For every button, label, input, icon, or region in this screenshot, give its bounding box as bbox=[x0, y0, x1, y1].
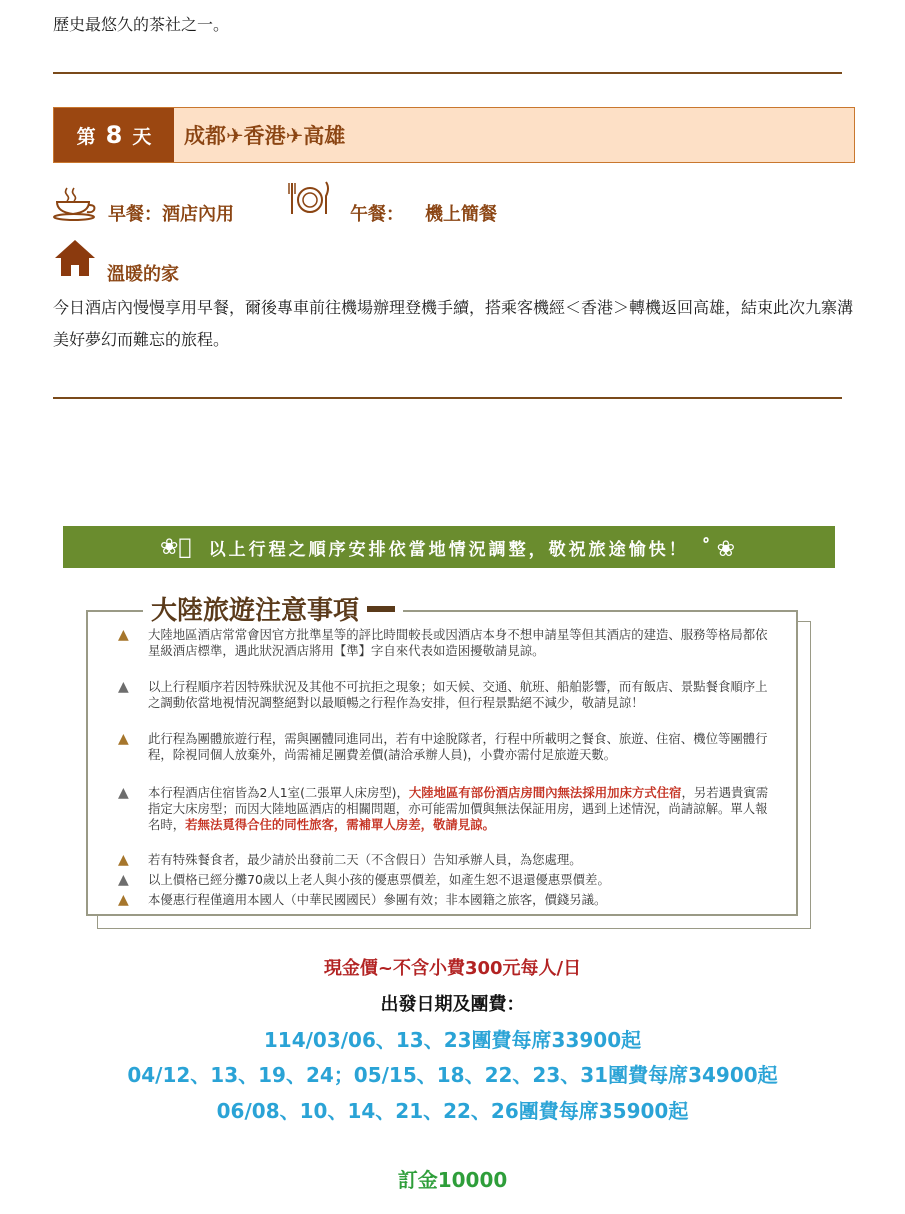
cloud-ornament-left-icon: ❀ﾟ bbox=[159, 534, 195, 560]
itinerary-notice-banner bbox=[63, 526, 835, 568]
notice-title-text: 大陸旅遊注意事項 bbox=[151, 596, 360, 626]
divider-top bbox=[53, 72, 842, 74]
notice-item-text: 若有特殊餐食者，最少請於出發前二天（不含假日）告知承辦人員，為您處理。 bbox=[148, 852, 582, 867]
triangle-bullet-icon: ▲ bbox=[118, 679, 129, 695]
divider-bottom bbox=[53, 397, 842, 399]
notice-item-text: 以上價格已經分攤70歲以上老人與小孩的優惠票價差，如產生恕不退還優惠票價差。 bbox=[148, 872, 610, 887]
notice-item bbox=[118, 852, 778, 868]
notice-item-text: 本優惠行程僅適用本國人（中華民國國民）參團有效；非本國籍之旅客，價錢另議。 bbox=[148, 892, 607, 907]
deposit: 訂金10000 bbox=[397, 1168, 508, 1192]
triangle-bullet-icon: ▲ bbox=[118, 852, 129, 868]
dinner-plate-icon bbox=[288, 180, 332, 220]
day-label-prefix: 第 bbox=[76, 125, 96, 148]
notice-item-text: 大陸地區酒店常常會因官方批準星等的評比時間較長或因酒店本身不想申請星等但其酒店的建造、服務等格局都依星級酒店標準，遇此狀況酒店將用【準】字自來代表如造困擾敬請見諒。 bbox=[148, 627, 768, 658]
cash-price: 現金價~不含小費300元每人/日 bbox=[323, 958, 582, 979]
notice-item-text-highlight: 若無法覓得合住的同性旅客，需補單人房差，敬請見諒。 bbox=[185, 816, 495, 832]
itinerary-text: 今日酒店內慢慢享用早餐，爾後專車前往機場辦理登機手續，搭乘客機經＜香港＞轉機返回高雄，結束此次九寨溝美好夢幻而難忘的旅程。 bbox=[53, 298, 854, 349]
notice-item-text-highlight: 大陸地區有部份酒店房間內無法採用加床方式住宿 bbox=[408, 785, 682, 800]
breakfast-text: 早餐：酒店內用 bbox=[108, 204, 234, 225]
cloud-ornament-right-icon: ﾟ❀ bbox=[702, 536, 739, 562]
notice-item bbox=[118, 679, 778, 711]
lunch-label: 午餐： bbox=[350, 204, 404, 225]
triangle-bullet-icon: ▲ bbox=[118, 892, 129, 908]
notice-item bbox=[118, 627, 778, 659]
dates-heading: 出發日期及團費： bbox=[380, 994, 525, 1015]
day-header bbox=[53, 107, 855, 163]
intro-text: 歷史最悠久的茶社之一。 bbox=[53, 15, 230, 34]
triangle-bullet-icon: ▲ bbox=[118, 627, 129, 643]
day-label-suffix: 天 bbox=[132, 125, 152, 148]
notice-item bbox=[118, 785, 778, 832]
home-icon bbox=[53, 238, 97, 278]
banner-text: 以上行程之順序安排依當地情況調整，敬祝旅途愉快！ bbox=[208, 539, 689, 560]
hotel-name: 溫暖的家 bbox=[107, 264, 179, 285]
notice-item-text: 以上行程順序若因特殊狀況及其他不可抗拒之現象；如天候、交通、航班、船舶影響，而有飯店、景點餐食順序上之調動依當地視情況調整絕對以最順暢之行程作為安排，但行程景點絕不減少，敬請見諒！ bbox=[148, 679, 768, 710]
triangle-bullet-icon: ▲ bbox=[118, 872, 129, 888]
triangle-bullet-icon: ▲ bbox=[118, 731, 129, 747]
notice-item-text-plain: ，另若遇貴賓需指定大床房型；而因大陸地區酒店的相關問題，亦可能需加價與無法保証用房，遇到上述情況，尚請諒解。單人報名時， bbox=[148, 785, 769, 832]
notice-item bbox=[118, 872, 778, 888]
notice-title bbox=[143, 590, 403, 627]
lunch-value: 機上簡餐 bbox=[425, 204, 497, 225]
title-bar-decoration bbox=[367, 606, 395, 612]
price-line-1: 114/03/06、13、23團費每席33900起 bbox=[263, 1028, 642, 1052]
coffee-cup-icon bbox=[53, 186, 99, 222]
price-line-2: 04/12、13、19、24；05/15、18、22、23、31團費每席34900起 bbox=[127, 1063, 778, 1087]
day-route: 成都✈香港✈高雄 bbox=[184, 124, 346, 148]
price-line-3: 06/08、10、14、21、22、26團費每席35900起 bbox=[216, 1099, 689, 1123]
day-number: 8 bbox=[105, 121, 123, 149]
triangle-bullet-icon: ▲ bbox=[118, 785, 129, 801]
notice-item-text bbox=[148, 785, 778, 832]
notice-item bbox=[118, 892, 778, 908]
notice-item-text: 此行程為團體旅遊行程，需與團體同進同出，若有中途脫隊者，行程中所載明之餐食、旅遊、住宿、機位等團體行程，除視同個人放棄外，尚需補足團費差價(請洽承辦人員)，小費亦需付足旅遊天數。 bbox=[148, 731, 768, 762]
notice-item-text-plain: 本行程酒店住宿皆為2人1室(二張單人床房型)， bbox=[148, 785, 409, 800]
notice-item bbox=[118, 731, 778, 763]
day-label bbox=[54, 108, 174, 162]
